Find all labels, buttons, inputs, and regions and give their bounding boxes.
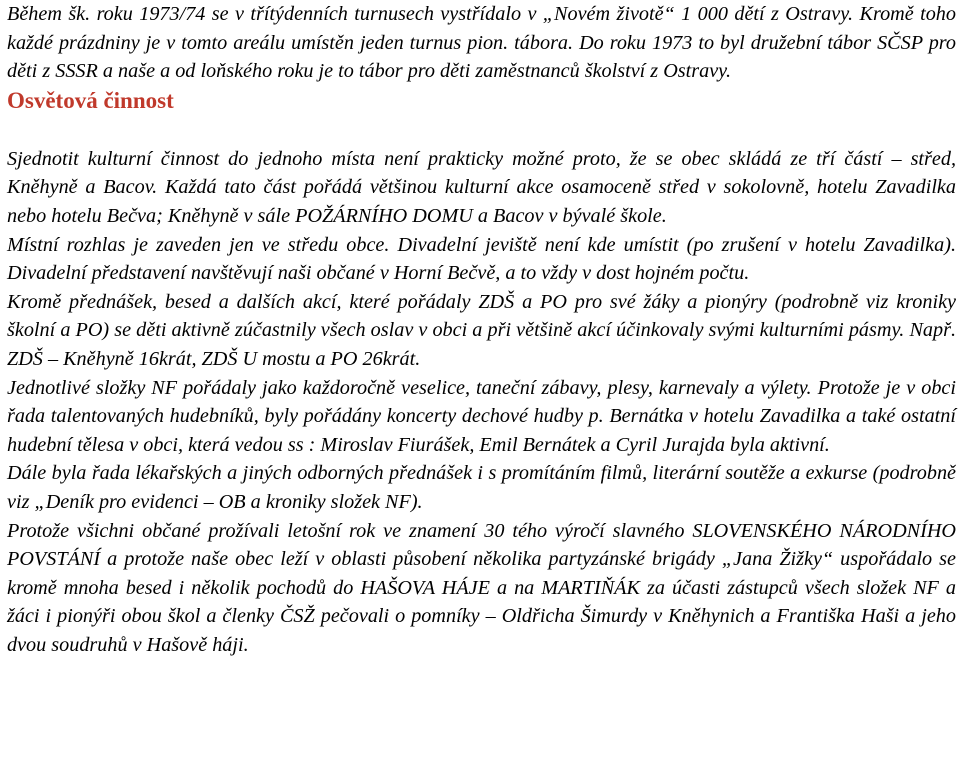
intro-paragraph: Během šk. roku 1973/74 se v třítýdenních turnusech vystřídalo v „Novém životě“ 1 000 dětí z Ostravy. Kromě toho každé prázdniny je v tomto areálu umístěn jeden turnus pion. tábora. Do roku 1973 to byl družební tábor SČSP pro děti z SSSR a naše a od loňského roku je to tábor pro děti zaměstnanců školství z Ostravy. (7, 3, 956, 83)
paragraph-cultural-activity: Sjednotit kulturní činnost do jednoho místa není prakticky možné proto, že se obec skládá ze tří částí – střed, Kněhyně a Bacov. Každá tato část pořádá většinou kulturní akce osamoceně střed v sokolovně, hotelu Zavadilka nebo hotelu Bečva; Kněhyně v sále POŽÁRNÍHO DOMU a Bacov v bývalé škole. (7, 147, 956, 227)
section-heading: Osvětová činnost (7, 87, 174, 113)
paragraph-nf-events: Jednotlivé složky NF pořádaly jako každoročně veselice, taneční zábavy, plesy, karnevaly a výlety. Protože je v obci řada talentovaných hudebníků, byly pořádány koncerty dechové hudby p. Bernátka v hotelu Zavadilka a také ostatní hudební tělesa v obci, která vedou ss : Miroslav Fiurášek, Emil Bernátek a Cyril Jurajda byla aktivní. (7, 376, 956, 456)
paragraph-snp-anniversary: Protože všichni občané prožívali letošní rok ve znamení 30 tého výročí slavného SLOVENSKÉHO NÁRODNÍHO POVSTÁNÍ a protože naše obec leží v oblasti působení několika partyzánské brigády „Jana Žižky“ uspořádalo se kromě mnoha besed i několik pochodů do HAŠOVA HÁJE a na MARTIŇÁK za účasti zástupců všech složek NF a žáci i pionýři obou škol a členky ČSŽ pečovali o pomníky – Oldřicha Šimurdy v Kněhynich a Františka Haši a jeho dvou soudruhů v Hašově háji. (7, 519, 956, 656)
document-page (7, 0, 956, 659)
paragraph-local-radio: Místní rozhlas je zaveden jen ve středu obce. Divadelní jeviště není kde umístit (po zrušení v hotelu Zavadilka). Divadelní představení navštěvují naši občané v Horní Bečvě, a to vždy v dost hojném počtu. (7, 233, 956, 285)
paragraph-lectures: Dále byla řada lékařských a jiných odborných přednášek i s promítáním filmů, literární soutěže a exkurse (podrobně viz „Deník pro evidenci – OB a kroniky složek NF). (7, 462, 956, 513)
paragraph-school-events: Kromě přednášek, besed a dalších akcí, které pořádaly ZDŠ a PO pro své žáky a pionýry (podrobně viz kroniky školní a PO) se děti aktivně zúčastnily všech oslav v obci a při většině akcí účinkovaly svými kulturními pásmy. Např. ZDŠ – Kněhyně 16krát, ZDŠ U mostu a PO 26krát. (7, 290, 956, 370)
